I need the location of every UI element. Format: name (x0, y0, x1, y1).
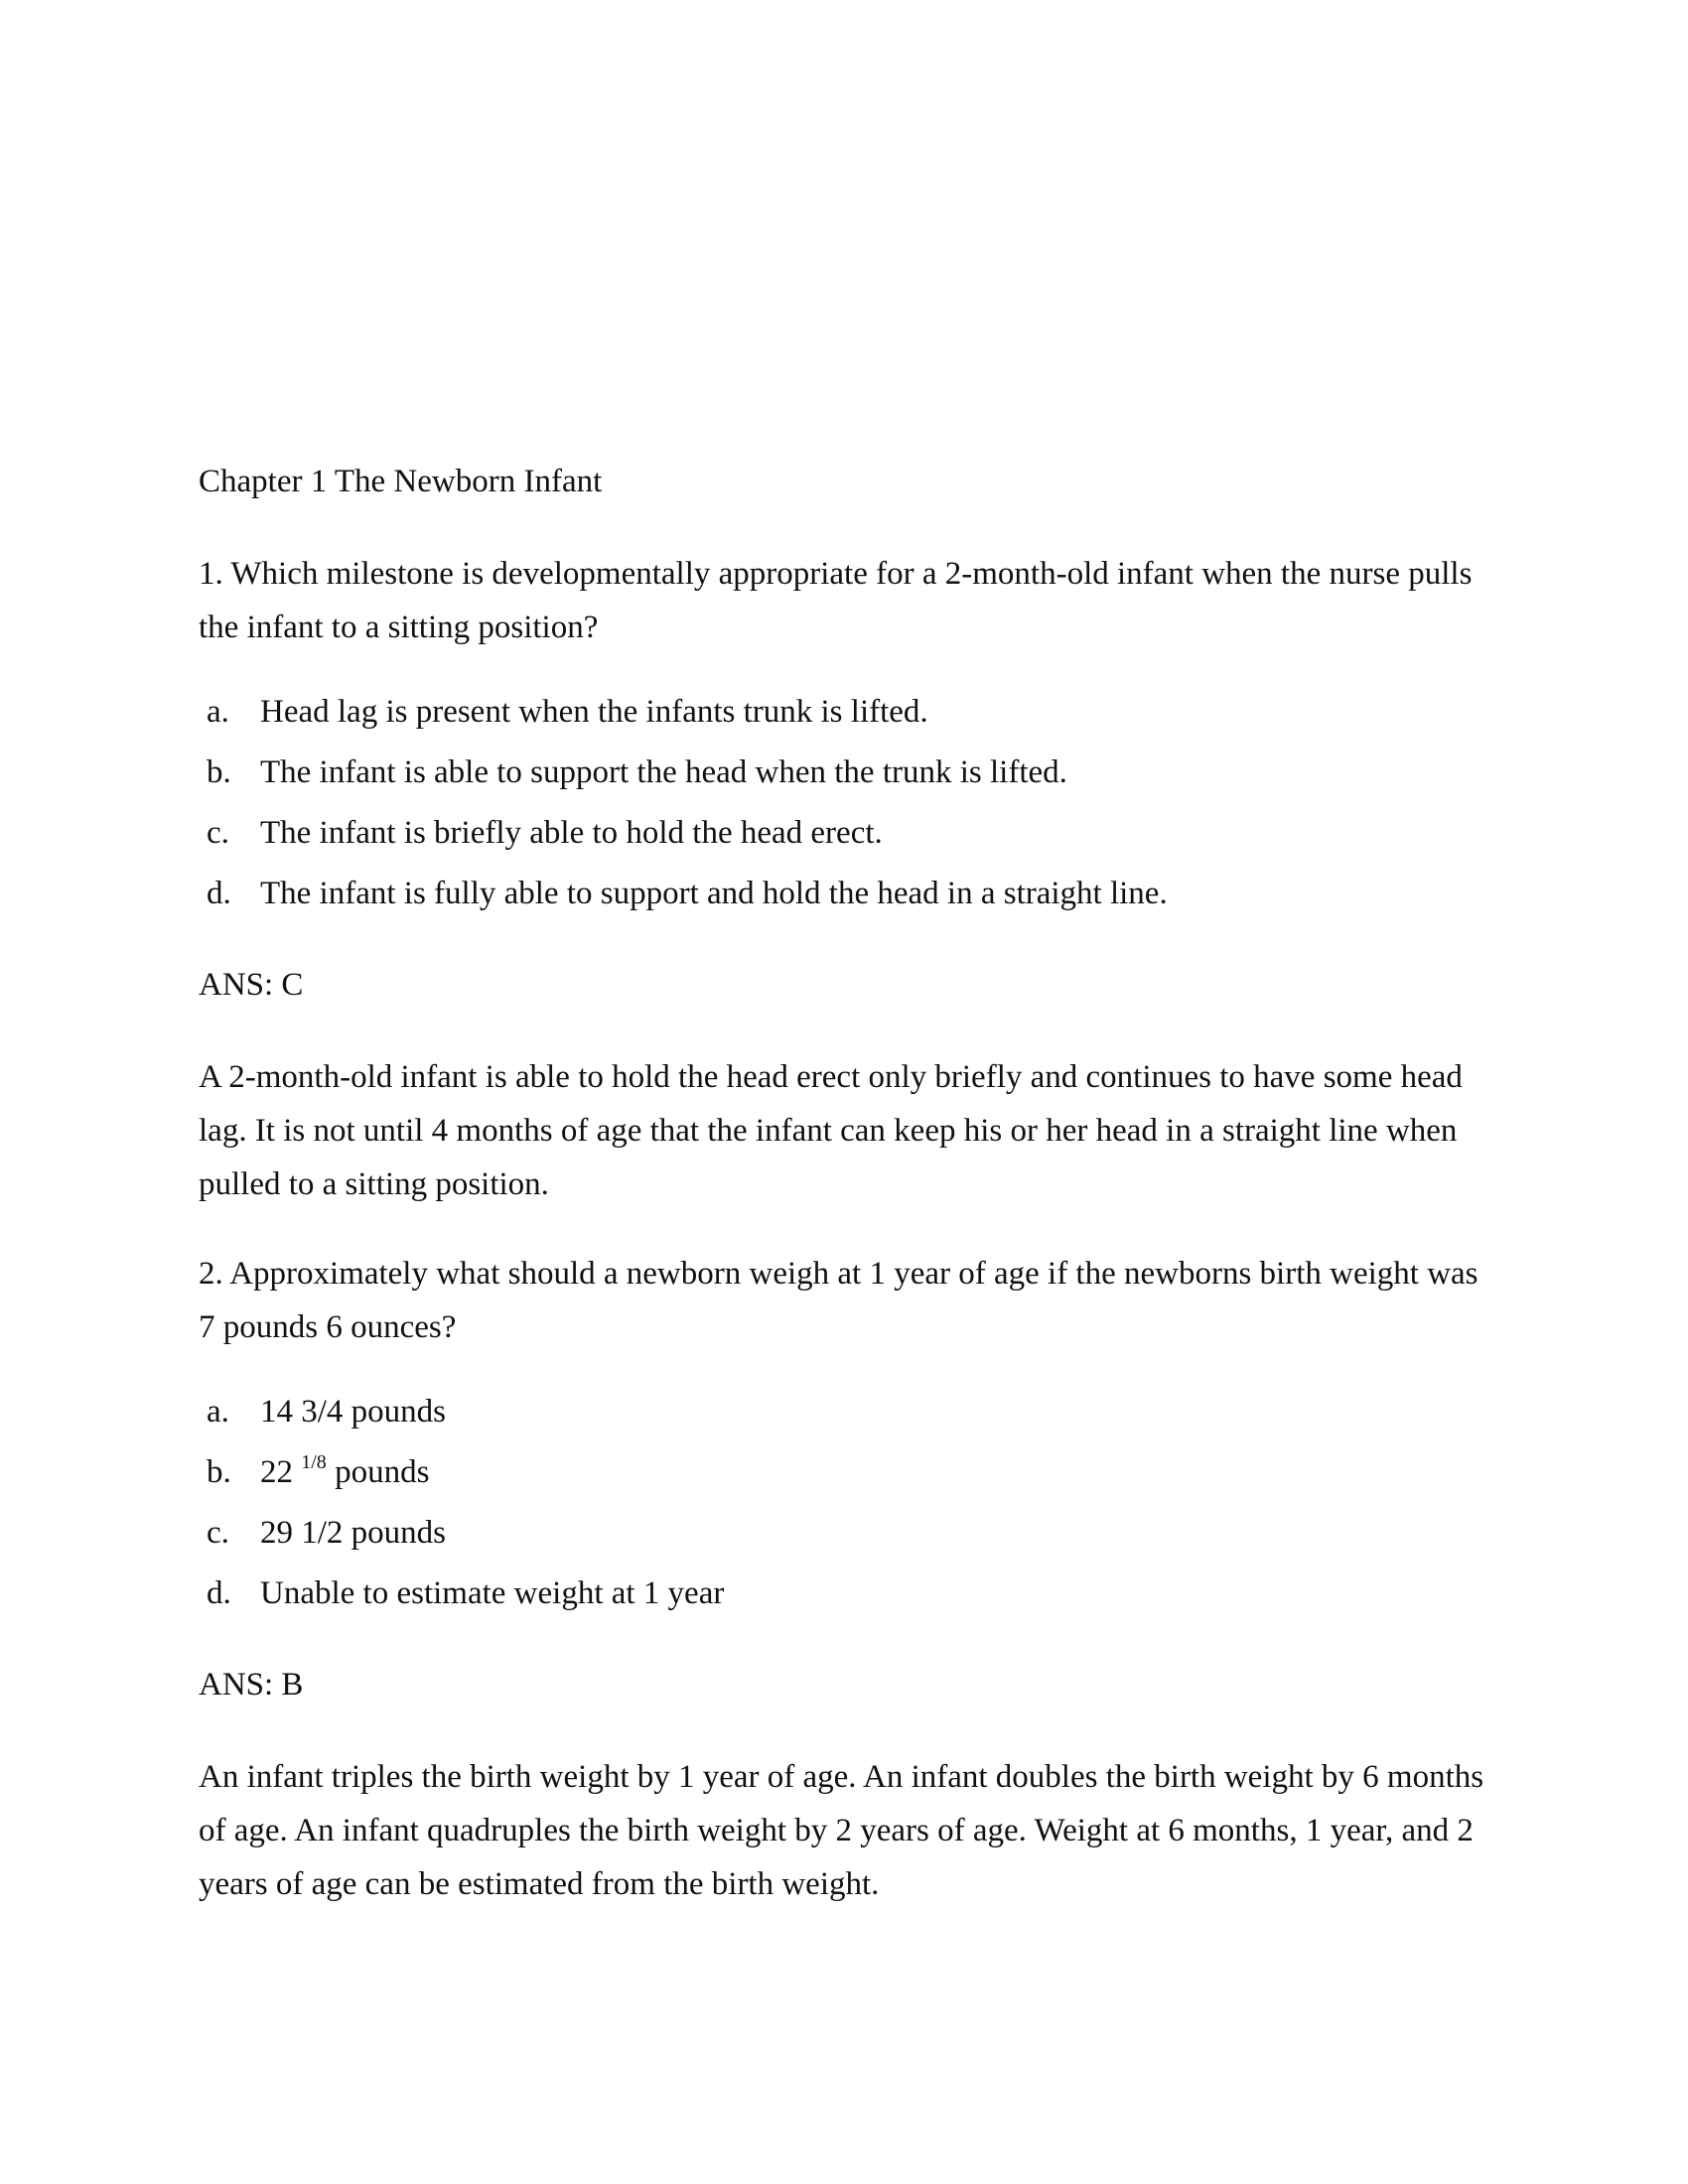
rationale: A 2-month-old infant is able to hold the head erect only briefly and continues to have some head lag. It is not until 4 months of age that the infant can keep his or her head in a straight line when pulled to a sitting position. (199, 1059, 1463, 1202)
fraction-superscript: 1/8 (301, 1451, 327, 1473)
option-letter: b. (207, 1454, 231, 1490)
answer-options (199, 682, 1499, 924)
option-a (199, 682, 1499, 743)
option-text-whole: 22 (260, 1454, 302, 1490)
option-letter: b. (207, 754, 231, 790)
answer-options (199, 1382, 1499, 1624)
question-1 (199, 547, 1499, 1211)
option-text: 29 1/2 pounds (260, 1515, 447, 1551)
question-2 (199, 1247, 1499, 1911)
option-text: Unable to estimate weight at 1 year (260, 1575, 725, 1611)
option-text: The infant is briefly able to hold the head erect. (260, 815, 883, 851)
chapter-title: Chapter 1 The Newborn Infant (199, 464, 603, 499)
option-d (199, 864, 1499, 924)
answer-key: ANS: C (199, 967, 304, 1003)
option-text (260, 1442, 429, 1503)
option-letter: a. (207, 1394, 229, 1430)
option-b (199, 1442, 1499, 1503)
option-c (199, 1503, 1499, 1564)
answer-key: ANS: B (199, 1667, 304, 1703)
option-text: 14 3/4 pounds (260, 1394, 447, 1430)
option-b (199, 743, 1499, 803)
option-letter: c. (207, 815, 229, 851)
option-c (199, 803, 1499, 864)
option-letter: d. (207, 876, 231, 911)
option-text: Head lag is present when the infants trunk is lifted. (260, 694, 928, 730)
question-stem: 2. Approximately what should a newborn weigh at 1 year of age if the newborns birth weight was 7 pounds 6 ounces? (199, 1256, 1478, 1345)
option-d (199, 1564, 1499, 1624)
option-letter: a. (207, 694, 229, 730)
option-text-unit: pounds (326, 1454, 430, 1490)
option-text: The infant is able to support the head when the trunk is lifted. (260, 754, 1067, 790)
rationale: An infant triples the birth weight by 1 year of age. An infant doubles the birth weight by 6 months of age. An infant quadruples the birth weight by 2 years of age. Weight at 6 months, 1 year, and 2 years of age can be estimated from the birth weight. (199, 1759, 1484, 1902)
option-text: The infant is fully able to support and hold the head in a straight line. (260, 876, 1168, 911)
option-letter: c. (207, 1515, 229, 1551)
option-a (199, 1382, 1499, 1442)
question-stem: 1. Which milestone is developmentally appropriate for a 2-month-old infant when the nurse pulls the infant to a sitting position? (199, 556, 1473, 645)
option-letter: d. (207, 1575, 231, 1611)
